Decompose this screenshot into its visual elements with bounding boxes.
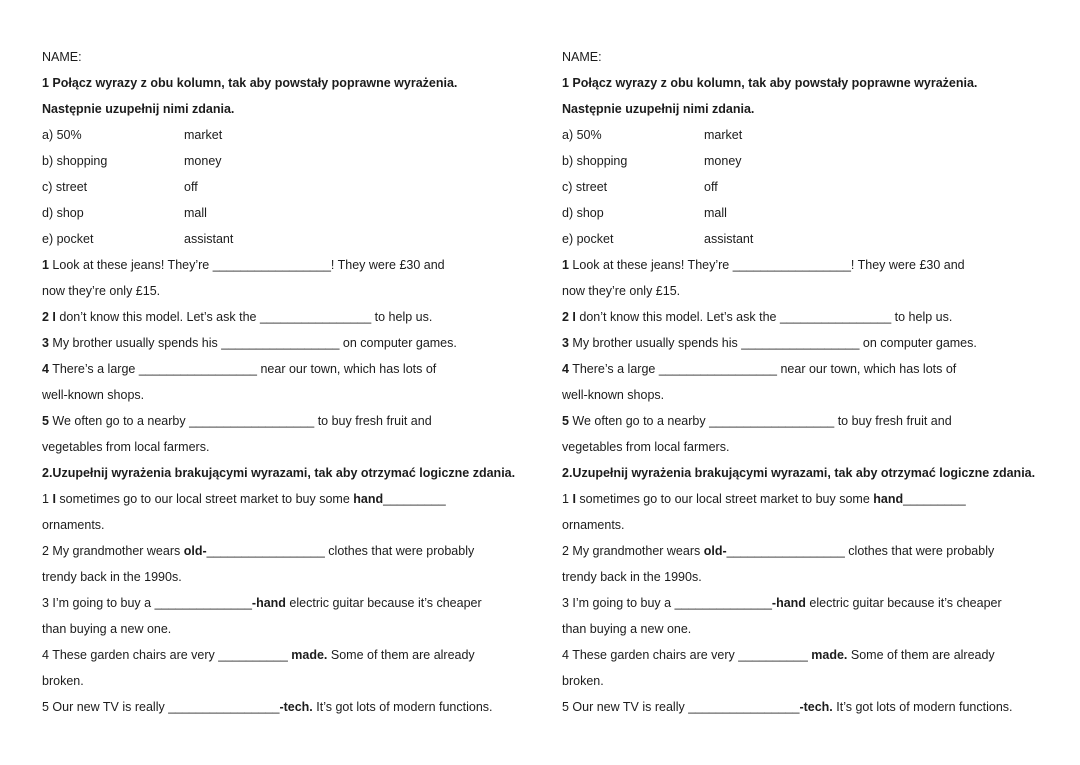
- bold-text-segment: made.: [811, 648, 848, 662]
- bold-text-segment: 3: [562, 336, 569, 350]
- exercise1-heading: [562, 70, 1067, 122]
- match-right-term: money: [184, 154, 222, 168]
- text-line: vegetables from local farmers.: [562, 440, 730, 454]
- match-left-term: b) shopping: [42, 154, 108, 168]
- bold-text-segment: 5: [562, 414, 569, 428]
- text-line: broken.: [42, 674, 84, 688]
- match-row: [42, 148, 547, 174]
- exercise2-heading: [42, 460, 547, 486]
- match-row: [562, 174, 1067, 200]
- text-line: 2.Uzupełnij wyrażenia brakującymi wyrazami, tak aby otrzymać logiczne zdania.: [42, 466, 516, 480]
- exercise1-match-list: [562, 122, 1067, 252]
- text-line: 1 Połącz wyrazy z obu kolumn, tak aby powstały poprawne wyrażenia.: [42, 76, 458, 90]
- bold-text-segment: 5: [42, 414, 49, 428]
- text-line: [42, 304, 547, 330]
- bold-text-segment: 4: [562, 362, 569, 376]
- text-segment: _________________ clothes that were probably: [726, 544, 995, 558]
- text-line: ornaments.: [42, 518, 105, 532]
- text-segment: Look at these jeans! They’re _________________! They were £30 and: [568, 258, 965, 272]
- text-segment: There’s a large _________________ near our town, which has lots of: [48, 362, 437, 376]
- text-segment: 2 My grandmother wears: [562, 544, 704, 558]
- bold-text-segment: old-: [183, 544, 207, 558]
- match-row: [42, 174, 547, 200]
- text-line: [562, 642, 1067, 668]
- text-segment: 5 Our new TV is really ________________: [42, 700, 280, 714]
- match-right-term: market: [184, 128, 223, 142]
- match-right-term: off: [184, 180, 198, 194]
- name-label: NAME:: [562, 50, 602, 64]
- text-line: [42, 590, 547, 616]
- text-line: [42, 408, 547, 434]
- text-line: vegetables from local farmers.: [42, 440, 210, 454]
- text-segment: _________: [903, 492, 966, 506]
- exercise1-heading: [42, 70, 547, 122]
- name-label: NAME:: [42, 50, 82, 64]
- match-right-term: assistant: [704, 232, 754, 246]
- text-line: [562, 694, 1067, 720]
- match-row: [42, 122, 547, 148]
- bold-text-segment: I: [52, 492, 56, 506]
- text-segment: It’s got lots of modern functions.: [312, 700, 493, 714]
- exercise2-sentences: [42, 486, 547, 720]
- bold-text-segment: 2 I: [562, 310, 576, 324]
- text-segment: It’s got lots of modern functions.: [832, 700, 1013, 714]
- worksheet-column-left: [42, 44, 547, 720]
- bold-text-segment: I: [572, 492, 576, 506]
- text-line: now they’re only £15.: [42, 284, 161, 298]
- text-segment: 3 I’m going to buy a ______________: [42, 596, 252, 610]
- match-left-term: e) pocket: [42, 232, 94, 246]
- match-right-term: mall: [704, 206, 727, 220]
- text-line: trendy back in the 1990s.: [562, 570, 702, 584]
- text-line: 1 Połącz wyrazy z obu kolumn, tak aby powstały poprawne wyrażenia.: [562, 76, 978, 90]
- text-line: [42, 538, 547, 564]
- text-segment: There’s a large _________________ near our town, which has lots of: [568, 362, 957, 376]
- bold-text-segment: -hand: [771, 596, 806, 610]
- match-left-term: d) shop: [562, 206, 604, 220]
- exercise1-sentences: [562, 252, 1067, 460]
- text-segment: don’t know this model. Let’s ask the ________________ to help us.: [575, 310, 953, 324]
- match-row: [562, 148, 1067, 174]
- match-right-term: assistant: [184, 232, 234, 246]
- text-segment: 1: [42, 492, 53, 506]
- text-segment: We often go to a nearby __________________ to buy fresh fruit and: [568, 414, 952, 428]
- text-segment: 5 Our new TV is really ________________: [562, 700, 800, 714]
- text-line: [562, 538, 1067, 564]
- text-line: [562, 252, 1067, 278]
- text-segment: We often go to a nearby __________________ to buy fresh fruit and: [48, 414, 432, 428]
- text-segment: _________: [383, 492, 446, 506]
- match-left-term: d) shop: [42, 206, 84, 220]
- bold-text-segment: old-: [703, 544, 727, 558]
- bold-text-segment: -tech.: [799, 700, 833, 714]
- text-line: [42, 252, 547, 278]
- text-segment: electric guitar because it’s cheaper: [805, 596, 1002, 610]
- text-line: than buying a new one.: [42, 622, 172, 636]
- match-row: [562, 122, 1067, 148]
- exercise1-sentences: [42, 252, 547, 460]
- text-segment: electric guitar because it’s cheaper: [285, 596, 482, 610]
- match-left-term: a) 50%: [42, 128, 82, 142]
- text-line: Następnie uzupełnij nimi zdania.: [42, 102, 235, 116]
- bold-text-segment: 1: [42, 258, 49, 272]
- text-segment: 1: [562, 492, 573, 506]
- bold-text-segment: 2 I: [42, 310, 56, 324]
- text-segment: Look at these jeans! They’re _________________! They were £30 and: [48, 258, 445, 272]
- match-left-term: e) pocket: [562, 232, 614, 246]
- text-line: [562, 486, 1067, 512]
- text-segment: don’t know this model. Let’s ask the ________________ to help us.: [55, 310, 433, 324]
- text-line: [562, 304, 1067, 330]
- text-line: [42, 642, 547, 668]
- text-line: Następnie uzupełnij nimi zdania.: [562, 102, 755, 116]
- exercise2-sentences: [562, 486, 1067, 720]
- text-line: well-known shops.: [562, 388, 665, 402]
- worksheet-column-right: [562, 44, 1067, 720]
- text-line: [42, 356, 547, 382]
- text-line: [42, 330, 547, 356]
- text-segment: 4 These garden chairs are very __________: [562, 648, 812, 662]
- text-line: [42, 694, 547, 720]
- match-left-term: b) shopping: [562, 154, 628, 168]
- text-segment: 3 I’m going to buy a ______________: [562, 596, 772, 610]
- text-line: [562, 330, 1067, 356]
- text-segment: 4 These garden chairs are very __________: [42, 648, 292, 662]
- match-row: [562, 226, 1067, 252]
- text-segment: Some of them are already: [847, 648, 995, 662]
- text-line: [562, 590, 1067, 616]
- match-right-term: off: [704, 180, 718, 194]
- bold-text-segment: 4: [42, 362, 49, 376]
- text-segment: _________________ clothes that were probably: [206, 544, 475, 558]
- bold-text-segment: 1: [562, 258, 569, 272]
- text-segment: 2 My grandmother wears: [42, 544, 184, 558]
- text-line: broken.: [562, 674, 604, 688]
- text-segment: sometimes go to our local street market to buy some: [55, 492, 354, 506]
- text-line: [562, 356, 1067, 382]
- text-line: than buying a new one.: [562, 622, 692, 636]
- match-row: [42, 226, 547, 252]
- match-right-term: money: [704, 154, 742, 168]
- match-left-term: c) street: [42, 180, 88, 194]
- text-segment: Some of them are already: [327, 648, 475, 662]
- bold-text-segment: hand: [873, 492, 904, 506]
- bold-text-segment: hand: [353, 492, 384, 506]
- match-right-term: market: [704, 128, 743, 142]
- match-left-term: c) street: [562, 180, 608, 194]
- text-line: well-known shops.: [42, 388, 145, 402]
- text-segment: sometimes go to our local street market to buy some: [575, 492, 874, 506]
- bold-text-segment: -tech.: [279, 700, 313, 714]
- text-line: now they’re only £15.: [562, 284, 681, 298]
- match-row: [562, 200, 1067, 226]
- match-left-term: a) 50%: [562, 128, 602, 142]
- text-line: [562, 408, 1067, 434]
- text-line: trendy back in the 1990s.: [42, 570, 182, 584]
- exercise1-match-list: [42, 122, 547, 252]
- text-line: ornaments.: [562, 518, 625, 532]
- exercise2-heading: [562, 460, 1067, 486]
- text-segment: My brother usually spends his _________________ on computer games.: [48, 336, 457, 350]
- match-right-term: mall: [184, 206, 207, 220]
- match-row: [42, 200, 547, 226]
- text-line: [42, 486, 547, 512]
- text-line: 2.Uzupełnij wyrażenia brakującymi wyrazami, tak aby otrzymać logiczne zdania.: [562, 466, 1036, 480]
- bold-text-segment: made.: [291, 648, 328, 662]
- bold-text-segment: -hand: [251, 596, 286, 610]
- bold-text-segment: 3: [42, 336, 49, 350]
- text-segment: My brother usually spends his _________________ on computer games.: [568, 336, 977, 350]
